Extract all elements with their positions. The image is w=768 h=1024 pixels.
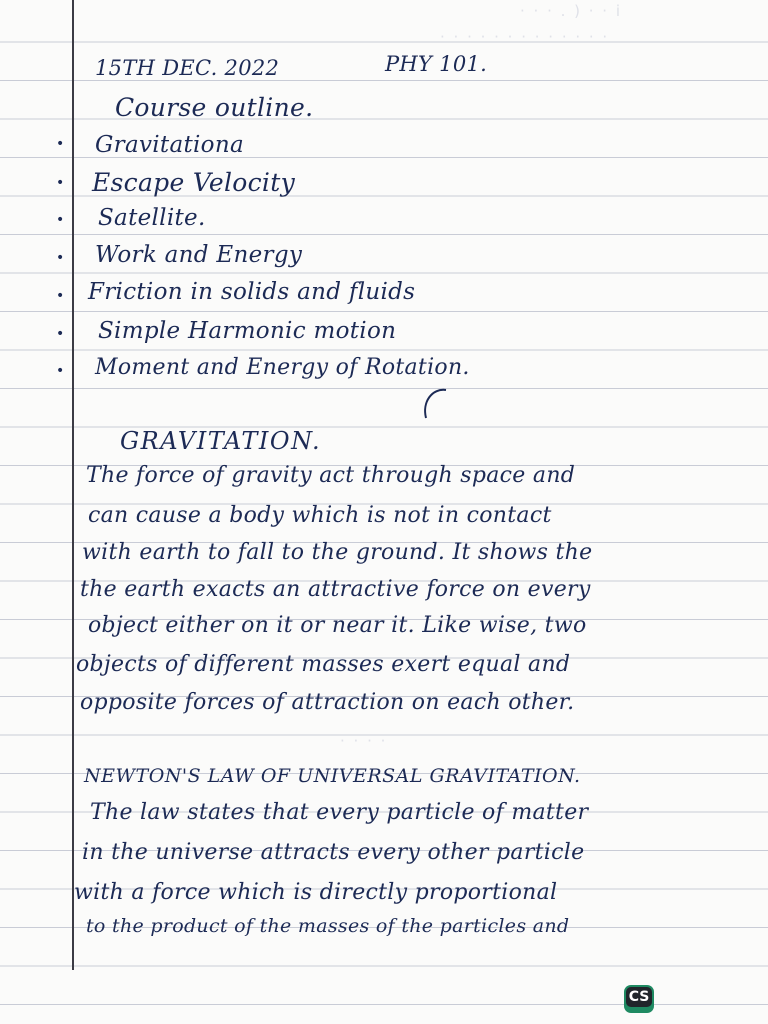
outline-item: Gravitationa [95,132,244,158]
outline-item: Satellite. [98,205,206,231]
camscanner-badge [624,985,654,1013]
list-bullet: • [56,136,65,152]
outline-item: Friction in solids and fluids [88,279,416,305]
paragraph-line: object either on it or near it. Like wise, two [88,613,587,638]
outline-item: Moment and Energy of Rotation. [95,355,470,380]
list-bullet: • [56,212,65,228]
paragraph-line: The law states that every particle of matter [90,800,589,825]
outline-item: Escape Velocity [92,168,295,197]
pen-stroke [412,386,452,422]
paragraph-line: opposite forces of attraction on each other. [80,690,575,715]
list-bullet: • [56,250,65,266]
paragraph-line: the earth exacts an attractive force on every [80,577,591,602]
note-date: 15TH DEC. 2022 [95,56,280,80]
course-code: PHY 101. [385,52,488,76]
outline-item: Simple Harmonic motion [98,318,397,344]
bleed-through-text: · · · · [340,732,388,750]
paragraph-line: with a force which is directly proportional [74,880,558,905]
paragraph-line: The force of gravity act through space and [86,463,576,488]
list-bullet: • [56,288,65,304]
bleed-through-text: · · · · · · · · · · · · · [440,28,610,46]
paragraph-line: objects of different masses exert equal and [76,652,571,677]
margin-line [72,0,74,970]
section-heading-newton: NEWTON'S LAW OF UNIVERSAL GRAVITATION. [84,765,581,787]
bleed-through-text: · · · . ) · · i [520,2,623,20]
paragraph-line: to the product of the masses of the particles and [86,915,570,937]
paragraph-line: in the universe attracts every other particle [82,840,585,865]
list-bullet: • [56,326,65,342]
camscanner-label: CS [626,987,652,1007]
outline-item: Work and Energy [95,242,303,268]
list-bullet: • [56,175,65,191]
paragraph-line: can cause a body which is not in contact [88,503,552,528]
list-bullet: • [56,363,65,379]
outline-title: Course outline. [115,93,314,122]
section-heading-gravitation: GRAVITATION. [120,427,322,455]
paragraph-line: with earth to fall to the ground. It shows the [82,540,593,565]
